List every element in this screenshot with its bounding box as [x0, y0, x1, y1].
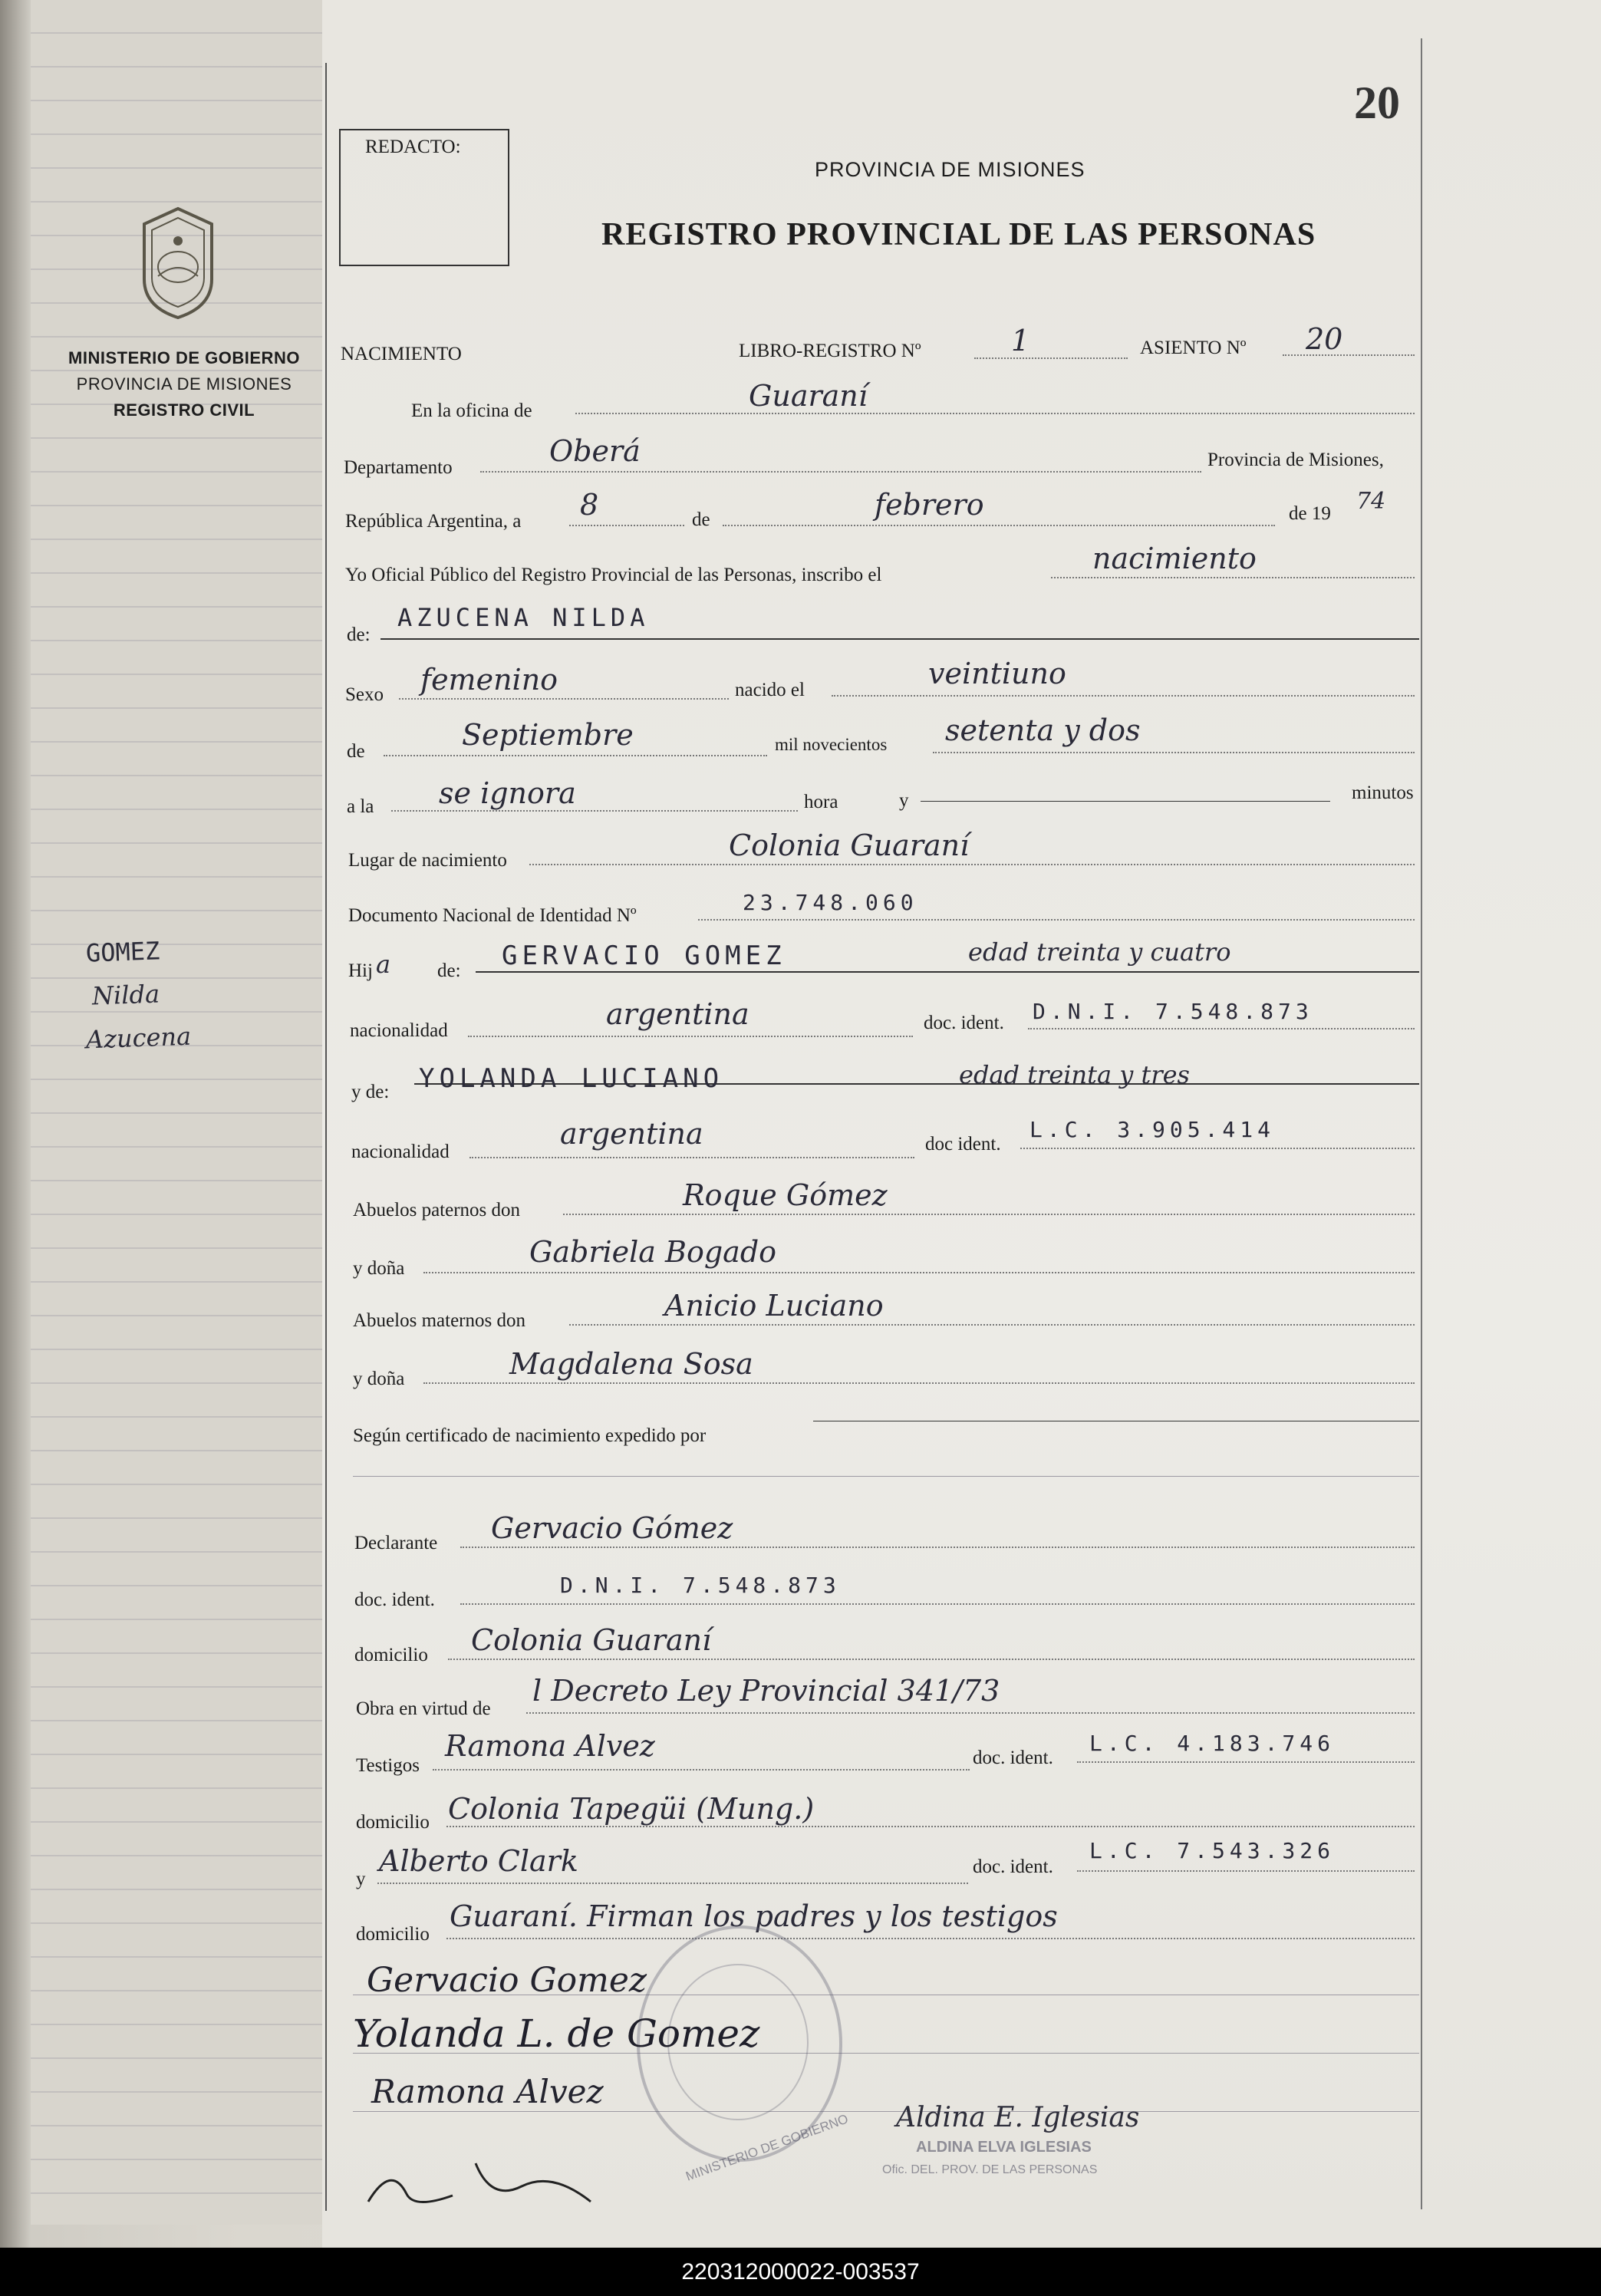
stamp-ring-text: MINISTERIO DE GOBIERNO	[684, 2111, 851, 2184]
yde-label: y de:	[351, 1082, 390, 1102]
madre-name: YOLANDA LUCIANO	[419, 1063, 724, 1094]
testigo2-value: Alberto Clark	[379, 1844, 578, 1878]
declarante-value: Gervacio Gómez	[491, 1511, 733, 1545]
minutos-label: minutos	[1352, 782, 1414, 803]
page-border-right	[1421, 38, 1422, 2209]
margin-secondname: Azucena	[85, 1021, 192, 1055]
docid4-value: L.C. 4.183.746	[1089, 1731, 1336, 1756]
docid3-value: D.N.I. 7.548.873	[560, 1573, 841, 1598]
dni-value: 23.748.060	[743, 890, 918, 915]
document-title: REGISTRO PROVINCIAL DE LAS PERSONAS	[601, 217, 1316, 252]
anio-label: de 19	[1289, 503, 1331, 524]
nacido-value: veintiuno	[928, 657, 1066, 690]
docid3-label: doc. ident.	[354, 1589, 435, 1610]
margin-firstname: Nilda	[91, 979, 160, 1011]
ydona2-label: y doña	[353, 1369, 405, 1389]
child-name: AZUCENA NILDA	[397, 603, 650, 632]
abuelo-materno: Anicio Luciano	[664, 1289, 884, 1323]
libro-number: 1	[1011, 324, 1030, 357]
departamento-value: Oberá	[549, 434, 641, 468]
domicilio1-value: Colonia Guaraní	[471, 1623, 712, 1657]
docid5-value: L.C. 7.543.326	[1089, 1838, 1336, 1863]
dni-label: Documento Nacional de Identidad Nº	[348, 905, 637, 926]
book-spine-shadow	[0, 0, 31, 2248]
hijo-label: Hij	[348, 960, 373, 981]
signature-testigo: Ramona Alvez	[371, 2073, 604, 2110]
abuelos-paternos-label: Abuelos paternos don	[353, 1200, 521, 1220]
scribble-signature-icon	[361, 2148, 652, 2217]
segun-label: Según certificado de nacimiento expedido por	[353, 1425, 707, 1446]
stamp-name: ALDINA ELVA IGLESIAS	[916, 2139, 1092, 2156]
republica-label: República Argentina, a	[345, 511, 522, 532]
footer-bar	[0, 2248, 1601, 2296]
domicilio1-label: domicilio	[354, 1645, 428, 1665]
y-label: y	[899, 790, 909, 811]
oficina-value: Guaraní	[749, 379, 868, 413]
hijo-de-label: de:	[437, 960, 461, 981]
docid1-value: D.N.I. 7.548.873	[1033, 999, 1313, 1024]
mes-value: febrero	[875, 488, 984, 522]
yo-oficial-label: Yo Oficial Público del Registro Provincial de las Personas, inscribo el	[345, 565, 882, 585]
abuela-materna: Magdalena Sosa	[509, 1347, 753, 1381]
nacido-label: nacido el	[735, 680, 805, 700]
nacionalidad2-value: argentina	[560, 1117, 703, 1151]
de-mes-label: de	[347, 741, 365, 762]
domicilio2-label: domicilio	[356, 1812, 430, 1833]
asiento-label: ASIENTO Nº	[1140, 338, 1247, 358]
province-heading: PROVINCIA DE MISIONES	[815, 158, 1085, 181]
asiento-number: 20	[1306, 322, 1343, 356]
declarante-label: Declarante	[354, 1533, 438, 1553]
page-number: 20	[1354, 77, 1400, 128]
abuelo-paterno: Roque Gómez	[683, 1178, 888, 1212]
domicilio2-value: Colonia Tapegüi (Mung.)	[448, 1792, 815, 1826]
hora-label: hora	[804, 792, 838, 812]
lugar-value: Colonia Guaraní	[729, 828, 970, 862]
dia-value: 8	[580, 488, 599, 522]
inscribo-value: nacimiento	[1092, 542, 1257, 575]
docid2-label: doc ident.	[925, 1134, 1001, 1155]
ministry-line-3: REGISTRO CIVIL	[113, 400, 255, 420]
nacionalidad2-label: nacionalidad	[351, 1141, 450, 1162]
nacionalidad1-label: nacionalidad	[350, 1020, 448, 1041]
ministry-line-2: PROVINCIA DE MISIONES	[76, 374, 292, 394]
abuelos-maternos-label: Abuelos maternos don	[353, 1310, 525, 1331]
misiones-seal-icon	[135, 206, 221, 321]
signature-madre: Yolanda L. de Gomez	[353, 2011, 760, 2056]
signature-oficial: Aldina E. Iglesias	[896, 2102, 1140, 2133]
abuela-paterna: Gabriela Bogado	[529, 1235, 777, 1269]
obra-value: l Decreto Ley Provincial 341/73	[532, 1674, 1000, 1708]
sexo-label: Sexo	[345, 684, 384, 705]
docid4-label: doc. ident.	[973, 1748, 1053, 1768]
ala-label: a la	[347, 796, 374, 817]
ministry-block	[46, 345, 322, 423]
padre-edad: edad treinta y cuatro	[968, 937, 1231, 967]
domicilio3-label: domicilio	[356, 1924, 430, 1945]
margin-surname: GOMEZ	[85, 936, 160, 968]
domicilio3-value: Guaraní. Firman los padres y los testigos	[450, 1899, 1058, 1933]
page-border-left	[325, 63, 327, 2211]
oficina-label: En la oficina de	[411, 400, 532, 421]
testigos-label: Testigos	[356, 1755, 420, 1776]
nacionalidad1-value: argentina	[606, 997, 749, 1031]
libro-label: LIBRO-REGISTRO Nº	[739, 341, 921, 361]
mil-label: mil novecientos	[775, 735, 888, 754]
anio-nacimiento-value: setenta y dos	[945, 713, 1141, 747]
stamp-office: Ofic. DEL. PROV. DE LAS PERSONAS	[882, 2163, 1098, 2176]
nacimiento-label: NACIMIENTO	[341, 344, 462, 364]
madre-edad: edad treinta y tres	[959, 1060, 1190, 1089]
testigo1-value: Ramona Alvez	[445, 1729, 655, 1763]
ministry-line-1: MINISTERIO DE GOBIERNO	[68, 348, 300, 367]
lugar-label: Lugar de nacimiento	[348, 850, 507, 871]
mes-nacimiento-value: Septiembre	[462, 718, 634, 752]
obra-label: Obra en virtud de	[356, 1698, 491, 1719]
docid5-label: doc. ident.	[973, 1856, 1053, 1877]
signature-padre: Gervacio Gomez	[367, 1961, 647, 2000]
docid1-label: doc. ident.	[924, 1013, 1004, 1033]
padre-name: GERVACIO GOMEZ	[502, 940, 786, 971]
provincia-label: Provincia de Misiones,	[1207, 450, 1384, 470]
anio-value: 74	[1356, 488, 1386, 515]
sexo-value: femenino	[420, 663, 558, 697]
hora-value: se ignora	[439, 776, 576, 810]
document-code: 220312000022-003537	[681, 2259, 920, 2284]
hijo-suffix: a	[376, 950, 391, 979]
de-name-label: de:	[347, 624, 371, 645]
ydona1-label: y doña	[353, 1258, 405, 1279]
left-page	[0, 0, 324, 2225]
departamento-label: Departamento	[344, 457, 453, 478]
redacto-label: REDACTO:	[365, 137, 461, 157]
docid2-value: L.C. 3.905.414	[1029, 1117, 1276, 1142]
redacto-box	[339, 129, 509, 266]
de-label: de	[692, 509, 710, 530]
y-testigo-label: y	[356, 1869, 366, 1889]
